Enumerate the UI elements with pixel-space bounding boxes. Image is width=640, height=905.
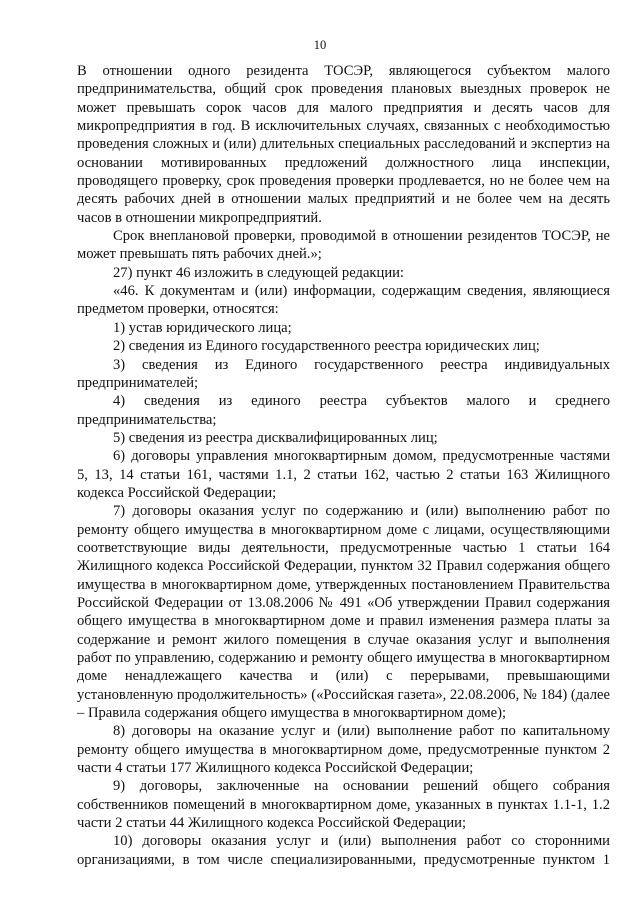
- list-item-2: 2) сведения из Единого государственного реестра юридических лиц;: [113, 338, 540, 355]
- list-item-8: 8) договоры на оказание услуг и (или) выполнение работ по капитальному ремонту общего имущества в многоквартирном доме, предусмотренные пунктом 2 части 4 статьи 177 Жилищного кодекса Российской Федерации;: [77, 723, 610, 777]
- page-number: 10: [313, 38, 327, 52]
- document-body: [77, 62, 610, 869]
- paragraph-continued: В отношении одного резидента ТОСЭР, являющегося субъектом малого предпринимательства, общий срок проведения плановых выездных проверок не может превышать сорок часов для малого предприятия и десять часов для микропредприятия в год. В исключительных случаях, связанных с необходимостью проведения сложных и (или) длительных специальных расследований и экспертиз на основании мотивированных предложений должностного лица инспекции, проводящего проверку, срок проведения проверки продлевается, но не более чем на десять рабочих дней в отношении малых предприятий и не более чем на десять часов в отношении микропредприятий.: [77, 63, 610, 226]
- list-item-10: 10) договоры оказания услуг и (или) выполнения работ со сторонними организациями, в том числе специализированными, предусмотренные пунктом 1: [77, 833, 610, 868]
- list-item-6: 6) договоры управления многоквартирным домом, предусмотренные частями 5, 13, 14 статьи 161, частями 1.1, 2 статьи 162, частью 2 статьи 163 Жилищного кодекса Российской Федерации;: [77, 448, 610, 501]
- list-item-4: 4) сведения из единого реестра субъектов малого и среднего предпринимательства;: [77, 393, 610, 428]
- list-item-3: 3) сведения из Единого государственного реестра индивидуальных предпринимателей;: [77, 356, 610, 391]
- list-item-7: 7) договоры оказания услуг по содержанию и (или) выполнению работ по ремонту общего имущества в многоквартирном доме с лицами, осуществляющими соответствующие виды деятельности, предусмотренные частью 1 статьи 164 Жилищного кодекса Российской Федерации, пунктом 32 Правил содержания общего имущества в многоквартирном доме, утвержденных постановлением Правительства Российской Федерации от 13.08.2006 № 491 «Об утверждении Правил содержания общего имущества в многоквартирном доме и правил изменения размера платы за содержание и ремонт жилого помещения в случае оказания услуг и выполнения работ по управлению, содержанию и ремонту общего имущества в многоквартирном доме ненадлежащего качества и (или) с перерывами, превышающими установленную продолжительность» («Российская газета», 22.08.2006, № 184) (далее – Правила содержания общего имущества в многоквартирном доме);: [77, 503, 610, 722]
- list-item-9: 9) договоры, заключенные на основании решений общего собрания собственников помещений в многоквартирном доме, указанных в пунктах 1.1-1, 1.2 части 2 статьи 44 Жилищного кодекса Российской Федерации;: [77, 778, 610, 832]
- list-item-1: 1) устав юридического лица;: [113, 319, 292, 336]
- paragraph-item-27: 27) пункт 46 изложить в следующей редакции:: [113, 264, 404, 281]
- paragraph-clause-46: «46. К документам и (или) информации, содержащим сведения, являющиеся предметом проверки, относятся:: [77, 283, 610, 318]
- paragraph-unscheduled-inspection: Срок внеплановой проверки, проводимой в отношении резидентов ТОСЭР, не может превышать пять рабочих дней.»;: [77, 228, 610, 263]
- list-item-5: 5) сведения из реестра дисквалифицированных лиц;: [113, 429, 438, 446]
